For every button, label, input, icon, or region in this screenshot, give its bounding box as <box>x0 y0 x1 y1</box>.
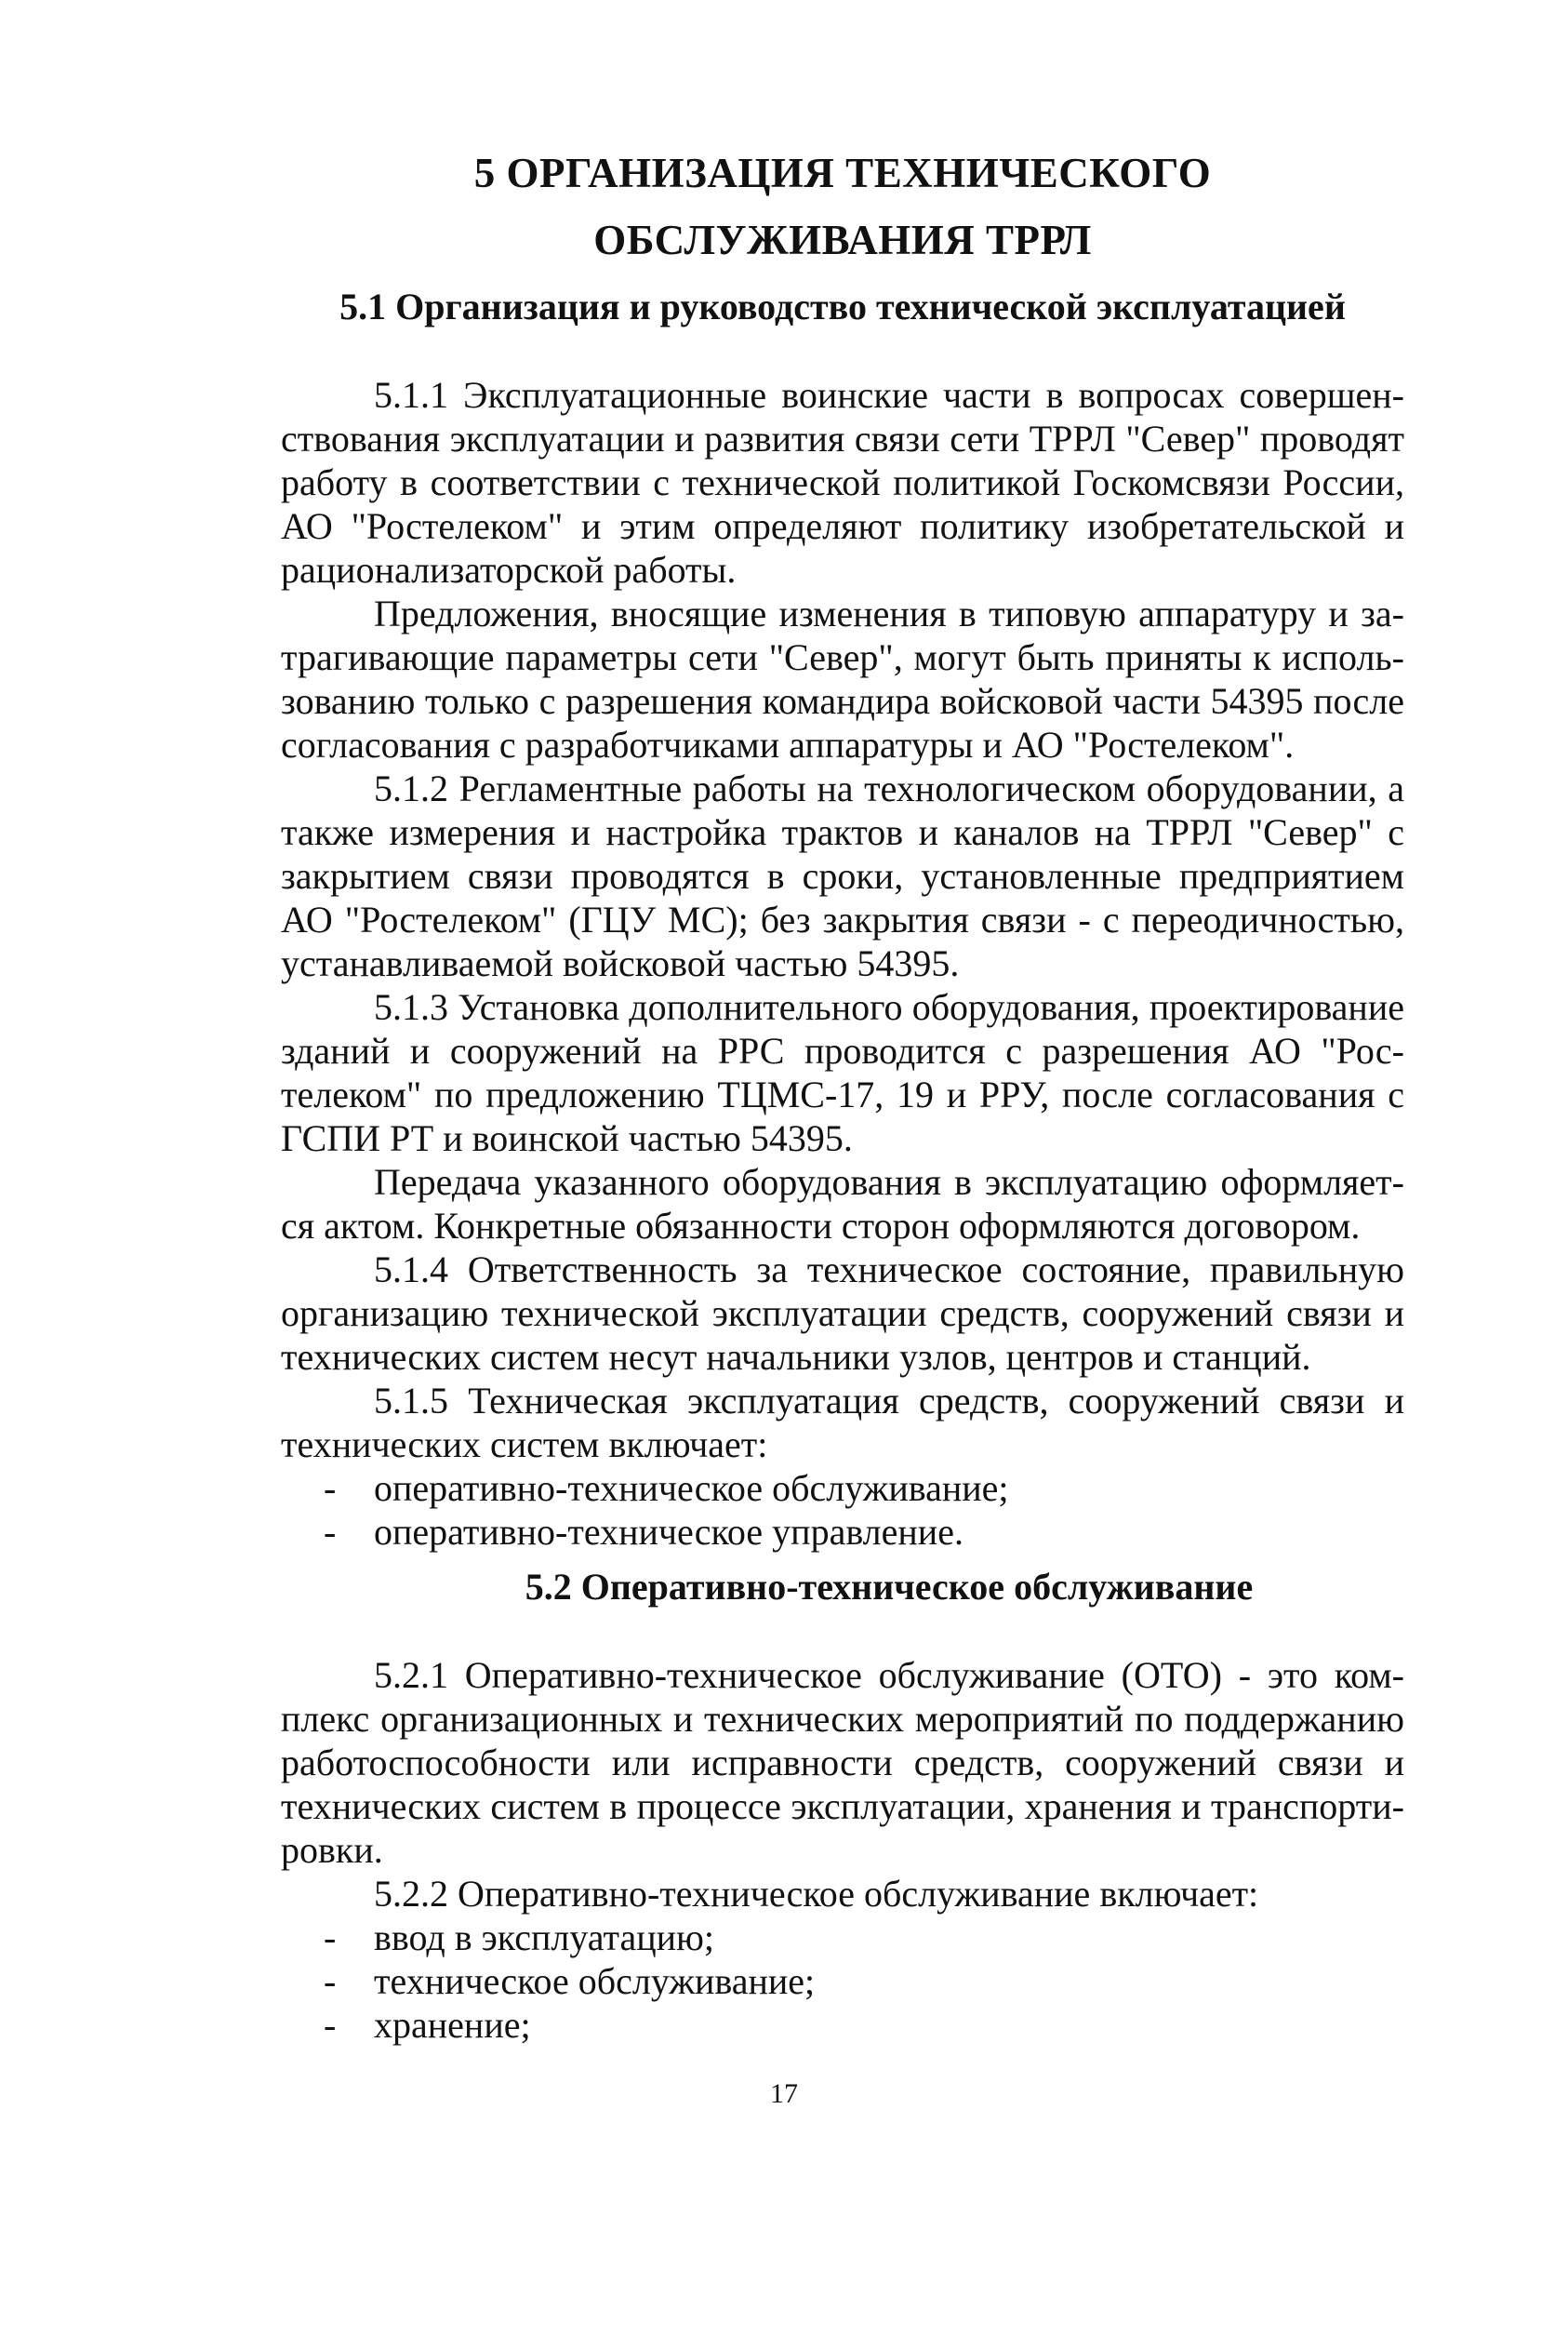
list-item-text: ввод в эксплуатацию; <box>374 1916 715 1958</box>
section-body <box>281 1653 1404 2047</box>
list-item-text: оперативно-техническое обслуживание; <box>374 1467 1009 1509</box>
paragraph: 5.1.4 Ответственность за техническое состояние, правильную организацию технической эксплуатации средств, сооружений связи и технических систем несут начальники узлов, центров и станций. <box>281 1248 1404 1378</box>
list-item <box>281 2003 1404 2047</box>
page-content <box>281 140 1404 2047</box>
paragraph: 5.1.1 Эксплуатационные воинские части в вопросах совершенствования эксплуатации и развития связи сети ТРРЛ "Север" проводят работу в соответствии с технической политикой Госкомсвязи России, АО "Ростелеком" и этим определяют политику изобретательской и рационализаторской работы. <box>281 374 1404 591</box>
paragraph: 5.1.5 Техническая эксплуатация средств, сооружений связи и технических систем включает: <box>281 1380 1404 1465</box>
list-dash: - <box>324 1511 337 1553</box>
list-item-text: техническое обслуживание; <box>374 1960 816 2002</box>
list-dash: - <box>324 1916 337 1958</box>
list-item-text: оперативно-техническое управление. <box>374 1511 963 1553</box>
paragraph: 5.1.2 Регламентные работы на технологическом оборудовании, а также измерения и настройка трактов и каналов на ТРРЛ "Север" с закрытием связи проводятся в сроки, установленные предприятием АО "Ростелеком" (ГЦУ МС); без закрытия связи - с переодичностью, устанавливаемой войсковой частью 54395. <box>281 768 1404 984</box>
paragraph: 5.2.1 Оперативно-техническое обслуживание (ОТО) - это комплекс организационных и технических мероприятий по поддержанию работоспособности или исправности средств, сооружений связи и технических систем в процессе эксплуатации, хранения и транспортировки. <box>281 1654 1404 1871</box>
list-item-text: хранение; <box>374 2004 531 2046</box>
paragraph: Предложения, вносящие изменения в типовую аппаратуру и затрагивающие параметры сети "Север", могут быть приняты к использованию только с разрешения командира войсковой части 54395 после согласования с разработчиками аппаратуры и АО "Ростелеком". <box>281 593 1404 766</box>
list-item <box>281 1916 1404 1959</box>
dash-list <box>281 1916 1404 2047</box>
dash-list <box>281 1466 1404 1554</box>
page-number: 17 <box>770 2078 798 2109</box>
list-item <box>281 1466 1404 1510</box>
section-body <box>281 373 1404 1554</box>
list-dash: - <box>324 1467 337 1509</box>
list-dash: - <box>324 1960 337 2002</box>
section-title: 5.2 Оперативно-техническое обслуживание <box>525 1566 1254 1608</box>
section-title: 5.1 Организация и руководство технической эксплуатацией <box>339 286 1346 327</box>
paragraph: Передача указанного оборудования в эксплуатацию оформляется актом. Конкретные обязанности сторон оформляются договором. <box>281 1161 1404 1247</box>
paragraph: 5.2.2 Оперативно-техническое обслуживание включает: <box>374 1873 1259 1915</box>
paragraph: 5.1.3 Установка дополнительного оборудования, проектирование зданий и сооружений на РРС проводится с разрешения АО "Ростелеком" по предложению ТЦМС-17, 19 и РРУ, после согласования с ГСПИ РТ и воинской частью 54395. <box>281 986 1404 1159</box>
list-item <box>281 1959 1404 2003</box>
chapter-title: 5 ОРГАНИЗАЦИЯ ТЕХНИЧЕСКОГО ОБСЛУЖИВАНИЯ ТРРЛ <box>473 150 1212 263</box>
list-dash: - <box>324 2004 337 2046</box>
list-item <box>281 1510 1404 1554</box>
